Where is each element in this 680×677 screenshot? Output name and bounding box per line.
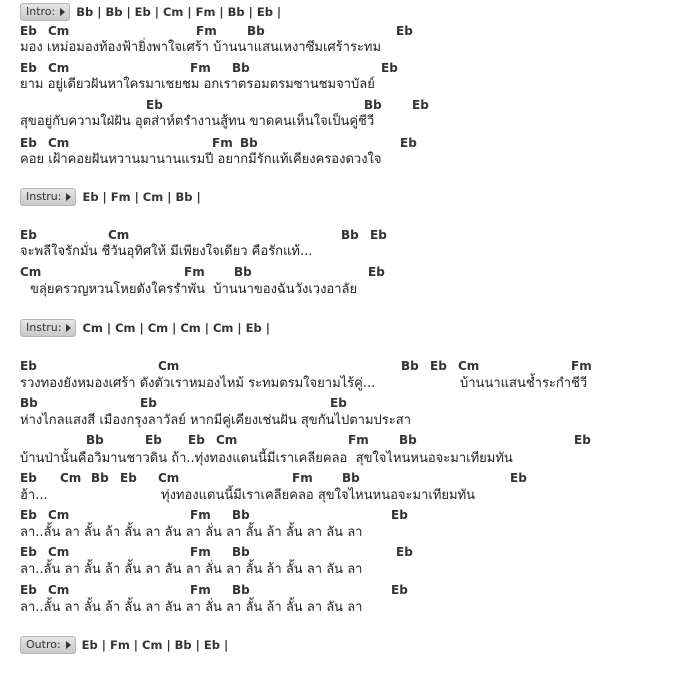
chord: Cm <box>20 265 42 279</box>
chord: Cm <box>48 136 70 150</box>
chord: Eb <box>381 61 398 75</box>
chord: Eb <box>391 508 408 522</box>
chord: Eb <box>20 471 37 485</box>
outro-label: Outro: <box>26 638 61 651</box>
intro-chord-sequence: Bb | Bb | Eb | Cm | Fm | Bb | Eb | <box>76 4 282 19</box>
chord: Eb <box>20 508 37 522</box>
chord: Fm <box>571 359 592 373</box>
chord: Cm <box>48 61 70 75</box>
intro-label: Intro: <box>26 5 56 18</box>
lyric-line: สุขอยู่กับความใฝ่ฝัน อุตส่าห์ตรำงานสู้ทน ขาดคนเห็นใจเป็นคู่ชีวี <box>20 114 375 129</box>
chord: Cm <box>48 583 70 597</box>
lyric-line: ลา..ลั้น ลา ลั้น ล้า ลั้น ลา ลัน ลา ลั่น ลา ลั้น ล้า ลั้น ลา ลัน ลา <box>20 562 363 577</box>
chord: Bb <box>240 136 258 150</box>
instru-label: Instru: <box>26 321 62 334</box>
chord: Eb <box>120 471 137 485</box>
chord: Eb <box>20 545 37 559</box>
lyric-line: ฮ้า... <box>20 488 48 503</box>
chord: Eb <box>145 433 162 447</box>
chord: Bb <box>234 265 252 279</box>
chord: Bb <box>341 228 359 242</box>
chord: Bb <box>232 61 250 75</box>
chord: Eb <box>188 433 205 447</box>
chord: Eb <box>20 228 37 242</box>
chord: Bb <box>247 24 265 38</box>
play-arrow-icon <box>60 8 65 16</box>
lyric-line: มอง เหม่อมองท้องฟ้ายิ่งพาใจเศร้า บ้านนาแสนเหงาซึมเศร้าระทม <box>20 40 382 55</box>
outro-chord-sequence: Eb | Fm | Cm | Bb | Eb | <box>81 637 229 652</box>
chord: Fm <box>190 61 211 75</box>
chord: Eb <box>396 545 413 559</box>
chord: Cm <box>216 433 238 447</box>
instru-play-button[interactable] <box>20 188 76 206</box>
chord: Cm <box>48 508 70 522</box>
chord: Fm <box>190 583 211 597</box>
chord: Bb <box>342 471 360 485</box>
chord: Eb <box>20 136 37 150</box>
chord: Eb <box>368 265 385 279</box>
lyric-line: ลา..ลั้น ลา ลั้น ล้า ลั้น ลา ลัน ลา ลั่น ลา ลั้น ล้า ลั้น ลา ลัน ลา <box>20 600 363 615</box>
chord: Bb <box>232 545 250 559</box>
chord: Eb <box>400 136 417 150</box>
instru-section <box>20 319 270 336</box>
chord: Fm <box>348 433 369 447</box>
instru-chord-sequence: Eb | Fm | Cm | Bb | <box>82 189 201 204</box>
chord: Eb <box>20 24 37 38</box>
chord: Eb <box>330 396 347 410</box>
chord: Eb <box>396 24 413 38</box>
intro-play-button[interactable] <box>20 3 70 21</box>
chord: Bb <box>401 359 419 373</box>
outro-section <box>20 636 228 653</box>
lyric-line: ทุ่งทองแดนนี้มีเราเคลียคลอ สุขใจไหนหนอจะมาเทียมทัน <box>161 488 476 503</box>
chord: Cm <box>48 545 70 559</box>
chord: Fm <box>184 265 205 279</box>
lyric-line: ยาม อยู่เดียวฝันหาใครมาเชยชม อกเราตรอมตรมซานชมจาบัลย์ <box>20 77 375 92</box>
chord: Eb <box>20 359 37 373</box>
chord: Eb <box>430 359 447 373</box>
chord: Cm <box>158 471 180 485</box>
chord: Eb <box>412 98 429 112</box>
lyric-line: คอย เฝ้าคอยฝันหวานมานานแรมปี อยากมีรักแท้เคียงครองดวงใจ <box>20 152 382 167</box>
chord: Cm <box>48 24 70 38</box>
chord: Eb <box>20 583 37 597</box>
play-arrow-icon <box>66 193 71 201</box>
chord: Bb <box>399 433 417 447</box>
play-arrow-icon <box>66 641 71 649</box>
chord: Fm <box>212 136 233 150</box>
chord: Fm <box>196 24 217 38</box>
chord: Bb <box>364 98 382 112</box>
chord: Eb <box>391 583 408 597</box>
lyric-line: รวงทองยังหมองเศร้า ดังตัวเราหมองไหม้ ระทมตรมใจยามไร้คู่... <box>20 376 376 391</box>
chord: Cm <box>158 359 180 373</box>
chord: Eb <box>370 228 387 242</box>
chord: Cm <box>108 228 130 242</box>
chord: Eb <box>20 61 37 75</box>
intro-section <box>20 3 281 20</box>
lyric-line: ขลุ่ยครวญหวนโหยดังใครรำพัน บ้านนาของฉันวังเวงอาลัย <box>30 282 358 297</box>
chord: Fm <box>190 508 211 522</box>
chord: Bb <box>91 471 109 485</box>
chord: Eb <box>510 471 527 485</box>
chord: Cm <box>60 471 82 485</box>
instru-play-button[interactable] <box>20 319 76 337</box>
play-arrow-icon <box>66 324 71 332</box>
chord: Bb <box>232 583 250 597</box>
chord: Bb <box>20 396 38 410</box>
instru-chord-sequence: Cm | Cm | Cm | Cm | Cm | Eb | <box>82 320 270 335</box>
lyric-line: บ้านป่านั้นคือวิมานชาวดิน ถ้า..ทุ่งทองแดนนี้มีเราเคลียคลอ สุขใจไหนหนอจะมาเทียมทัน <box>20 451 513 466</box>
lyric-line: ลา..ลั้น ลา ลั้น ล้า ลั้น ลา ลัน ลา ลั่น ลา ลั้น ล้า ลั้น ลา ลัน ลา <box>20 525 363 540</box>
instru-section <box>20 188 201 205</box>
lyric-line: จะพลีใจรักมั่น ชีวันอุทิศให้ มีเพียงใจเดียว คือรักแท้... <box>20 244 313 259</box>
outro-play-button[interactable] <box>20 636 76 654</box>
chord: Cm <box>458 359 480 373</box>
chord: Eb <box>146 98 163 112</box>
chord: Eb <box>574 433 591 447</box>
chord: Bb <box>232 508 250 522</box>
lyric-line: ห่างไกลแสงสี เมืองกรุงลาวัลย์ หากมีคู่เคียงเช่นฝัน สุขกันไปตามประสา <box>20 413 412 428</box>
chord: Fm <box>190 545 211 559</box>
chord: Fm <box>292 471 313 485</box>
chord: Eb <box>140 396 157 410</box>
instru-label: Instru: <box>26 190 62 203</box>
chord: Bb <box>86 433 104 447</box>
lyric-line: บ้านนาแสนช้ำระกำชีวี <box>460 376 588 391</box>
